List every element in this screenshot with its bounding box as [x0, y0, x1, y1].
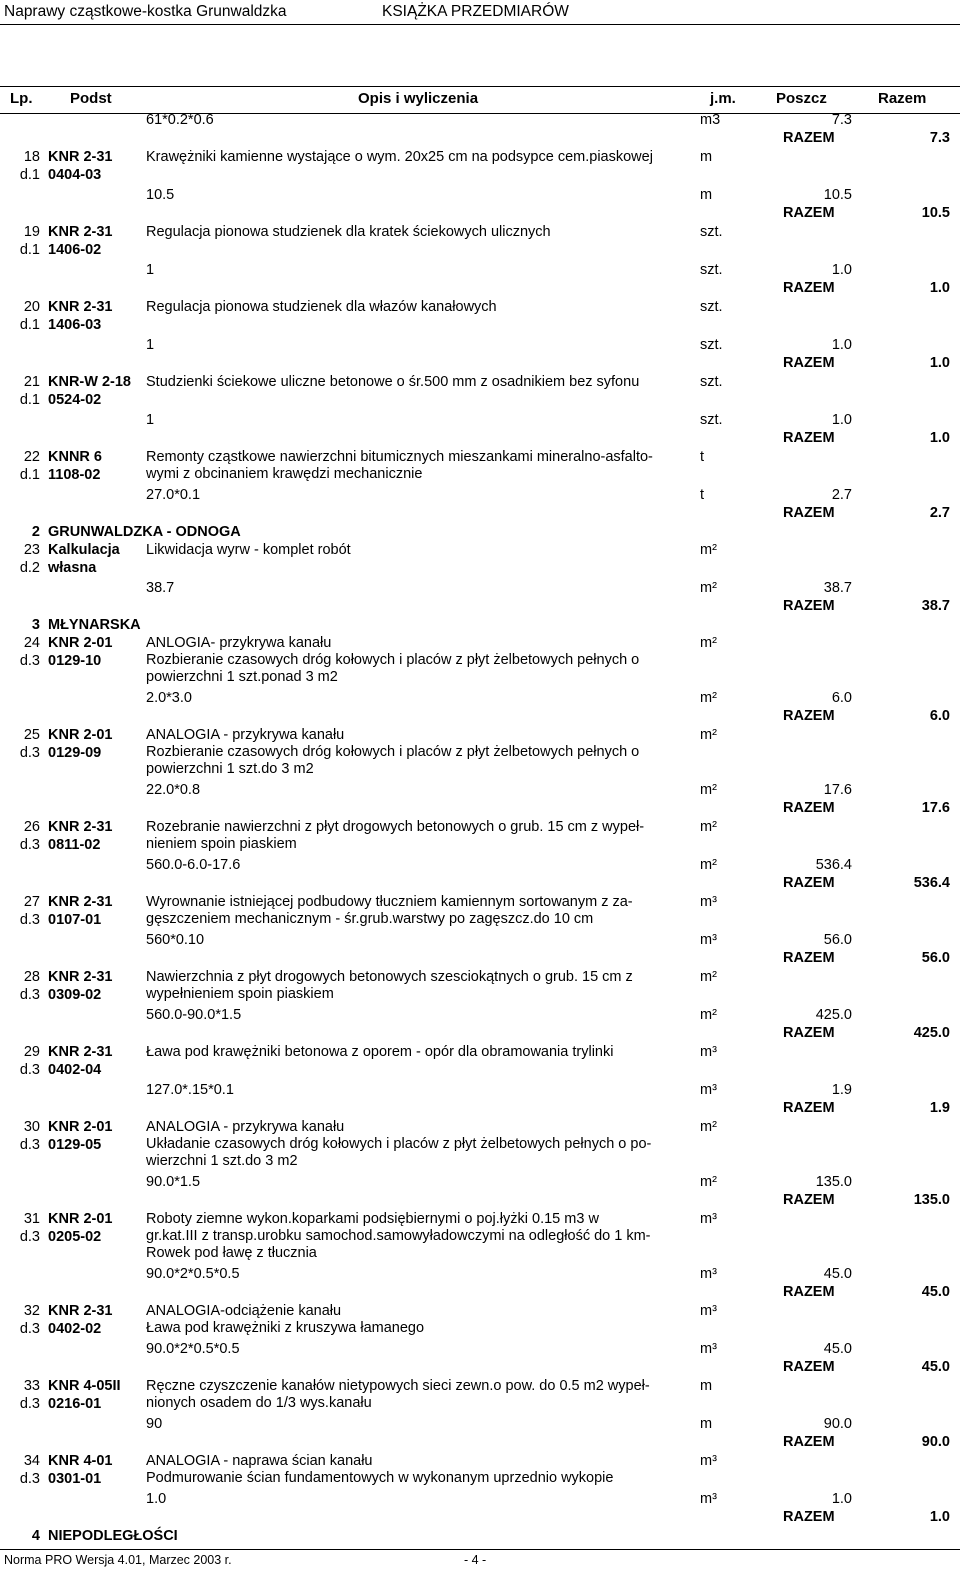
- razem-value: 1.9: [929, 1100, 950, 1116]
- poszcz-value: 1.0: [831, 337, 852, 353]
- razem-label: RAZEM: [783, 1025, 835, 1041]
- table-header: [0, 68, 960, 114]
- calc-unit: m³: [700, 1082, 717, 1098]
- norm-catalog: Kalkulacja: [48, 542, 120, 558]
- norm-position: 0129-10: [48, 653, 102, 669]
- razem-value: 1.0: [929, 430, 950, 446]
- poszcz-value: 90.0: [823, 1416, 852, 1432]
- item-division: d.3: [19, 653, 40, 669]
- poszcz-value: 135.0: [815, 1174, 852, 1190]
- item-number: 21: [23, 374, 40, 390]
- item-unit: m²: [700, 969, 717, 985]
- razem-label: RAZEM: [783, 708, 835, 724]
- item-unit: m²: [700, 542, 717, 558]
- razem-label: RAZEM: [783, 280, 835, 296]
- section-number: 3: [31, 617, 40, 633]
- col-poszcz: Poszcz: [776, 90, 827, 107]
- item-unit: m²: [700, 635, 717, 651]
- item-division: d.3: [19, 1321, 40, 1337]
- section-number: 2: [31, 524, 40, 540]
- item-division: d.3: [19, 1137, 40, 1153]
- section-title: GRUNWALDZKA - ODNOGA: [48, 524, 241, 540]
- item-description: Likwidacja wyrw - komplet robót: [146, 542, 351, 558]
- razem-label: RAZEM: [783, 1100, 835, 1116]
- norm-catalog: KNR 2-01: [48, 635, 113, 651]
- item-number: 20: [23, 299, 40, 315]
- col-jm: j.m.: [710, 90, 736, 107]
- item-description: Remonty cząstkowe nawierzchni bitumicznych mieszankami mineralno-asfalto-: [146, 449, 653, 465]
- poszcz-value: 536.4: [815, 857, 852, 873]
- norm-position: 1108-02: [48, 467, 101, 483]
- razem-value: 425.0: [913, 1025, 950, 1041]
- item-description: Ława pod krawężniki betonowa z oporem - opór dla obramowania trylinki: [146, 1044, 614, 1060]
- item-description: ANALOGIA - przykrywa kanału: [146, 727, 345, 743]
- item-description: gr.kat.III z transp.urobku samochod.samowyładowczymi na odległość do 1 km-: [146, 1228, 651, 1244]
- razem-value: 1.0: [929, 280, 950, 296]
- item-number: 27: [23, 894, 40, 910]
- item-description: Rozbieranie czasowych dróg kołowych i placów z płyt żelbetowych pełnych o: [146, 652, 640, 668]
- calc-unit: m³: [700, 1491, 717, 1507]
- item-number: 26: [23, 819, 40, 835]
- norm-position: 0107-01: [48, 912, 102, 928]
- calc-unit: szt.: [700, 262, 723, 278]
- razem-value: 135.0: [913, 1192, 950, 1208]
- norm-position: 0129-05: [48, 1137, 102, 1153]
- item-division: d.1: [19, 392, 40, 408]
- razem-label: RAZEM: [783, 1509, 835, 1525]
- razem-label: RAZEM: [783, 598, 835, 614]
- norm-position: 0404-03: [48, 167, 102, 183]
- norm-position: 0811-02: [48, 837, 101, 853]
- calc-formula: 1.0: [146, 1491, 167, 1507]
- item-unit: m³: [700, 1303, 717, 1319]
- razem-value: 90.0: [921, 1434, 950, 1450]
- calc-formula: 560.0-90.0*1.5: [146, 1007, 242, 1023]
- calc-formula: 27.0*0.1: [146, 487, 201, 503]
- calc-unit: szt.: [700, 337, 723, 353]
- item-division: d.1: [19, 242, 40, 258]
- calc-unit: m³: [700, 1341, 717, 1357]
- norm-catalog: KNR 2-31: [48, 969, 113, 985]
- calc-unit: m²: [700, 1007, 717, 1023]
- razem-label: RAZEM: [783, 1192, 835, 1208]
- norm-catalog: KNR 2-31: [48, 1303, 113, 1319]
- item-description: Rozebranie nawierzchni z płyt drogowych betonowych o grub. 15 cm z wypeł-: [146, 819, 645, 835]
- calc-unit: m³: [700, 1266, 717, 1282]
- norm-catalog: KNR 4-01: [48, 1453, 113, 1469]
- item-description: Ręczne czyszczenie kanałów nietypowych sieci zewn.o pow. do 0.5 m2 wypeł-: [146, 1378, 650, 1394]
- item-description: nionych osadem do 1/3 wys.kanału: [146, 1395, 372, 1411]
- poszcz-value: 1.9: [831, 1082, 852, 1098]
- item-description: powierzchni 1 szt.do 3 m2: [146, 761, 314, 777]
- razem-value: 45.0: [921, 1359, 950, 1375]
- item-description: powierzchni 1 szt.ponad 3 m2: [146, 669, 338, 685]
- poszcz-value: 10.5: [823, 187, 852, 203]
- razem-label: RAZEM: [783, 205, 835, 221]
- razem-value: 56.0: [921, 950, 950, 966]
- item-unit: m: [700, 1378, 713, 1394]
- item-division: d.3: [19, 1396, 40, 1412]
- norm-position: 0129-09: [48, 745, 102, 761]
- calc-formula: 61*0.2*0.6: [146, 112, 214, 128]
- item-division: d.1: [19, 167, 40, 183]
- item-unit: m²: [700, 819, 717, 835]
- calc-unit: m²: [700, 580, 717, 596]
- poszcz-value: 38.7: [823, 580, 852, 596]
- calc-formula: 90: [146, 1416, 163, 1432]
- norm-position: 0309-02: [48, 987, 102, 1003]
- poszcz-value: 45.0: [823, 1266, 852, 1282]
- norm-position: 0216-01: [48, 1396, 102, 1412]
- col-razem: Razem: [878, 90, 927, 107]
- calc-unit: m²: [700, 782, 717, 798]
- calc-formula: 1: [146, 337, 155, 353]
- calc-formula: 560.0-6.0-17.6: [146, 857, 241, 873]
- item-number: 24: [23, 635, 40, 651]
- item-description: Układanie czasowych dróg kołowych i placów z płyt żelbetowych pełnych o po-: [146, 1136, 652, 1152]
- page-number: - 4 -: [464, 1553, 487, 1567]
- item-division: d.3: [19, 1471, 40, 1487]
- norm-catalog: KNR 2-31: [48, 299, 113, 315]
- item-number: 23: [23, 542, 40, 558]
- item-unit: m: [700, 149, 713, 165]
- item-description: ANALOGIA - przykrywa kanału: [146, 1119, 345, 1135]
- calc-unit: m: [700, 187, 713, 203]
- item-description: Rowek pod ławę z tłucznia: [146, 1245, 317, 1261]
- poszcz-value: 17.6: [823, 782, 852, 798]
- razem-value: 7.3: [929, 130, 950, 146]
- item-description: ANALOGIA-odciążenie kanału: [146, 1303, 342, 1319]
- item-unit: m²: [700, 1119, 717, 1135]
- item-description: Regulacja pionowa studzienek dla włazów kanałowych: [146, 299, 497, 315]
- poszcz-value: 425.0: [815, 1007, 852, 1023]
- item-number: 19: [23, 224, 40, 240]
- razem-value: 17.6: [921, 800, 950, 816]
- norm-catalog: KNR 4-05II: [48, 1378, 121, 1394]
- calc-formula: 1: [146, 412, 155, 428]
- poszcz-value: 1.0: [831, 1491, 852, 1507]
- norm-position: własna: [48, 560, 97, 576]
- item-division: d.3: [19, 745, 40, 761]
- norm-position: 0205-02: [48, 1229, 102, 1245]
- poszcz-value: 45.0: [823, 1341, 852, 1357]
- item-number: 28: [23, 969, 40, 985]
- calc-formula: 560*0.10: [146, 932, 205, 948]
- item-description: Studzienki ściekowe uliczne betonowe o śr.500 mm z osadnikiem bez syfonu: [146, 374, 640, 390]
- footer-version: Norma PRO Wersja 4.01, Marzec 2003 r.: [4, 1553, 232, 1567]
- col-podst: Podst: [70, 90, 112, 107]
- item-description: Nawierzchnia z płyt drogowych betonowych szesciokątnych o grub. 15 cm z: [146, 969, 633, 985]
- norm-catalog: KNR 2-31: [48, 149, 113, 165]
- item-description: nieniem spoin piaskiem: [146, 836, 297, 852]
- norm-catalog: KNR 2-01: [48, 1211, 113, 1227]
- document-title: Naprawy cząstkowe-kostka Grunwaldzka: [4, 3, 287, 20]
- calc-formula: 10.5: [146, 187, 175, 203]
- calc-unit: m²: [700, 1174, 717, 1190]
- item-unit: szt.: [700, 374, 723, 390]
- poszcz-value: 6.0: [831, 690, 852, 706]
- poszcz-value: 56.0: [823, 932, 852, 948]
- poszcz-value: 1.0: [831, 262, 852, 278]
- item-unit: szt.: [700, 299, 723, 315]
- col-opis: Opis i wyliczenia: [358, 90, 479, 107]
- razem-value: 536.4: [913, 875, 950, 891]
- norm-catalog: KNR 2-01: [48, 727, 113, 743]
- item-division: d.3: [19, 1062, 40, 1078]
- norm-catalog: KNR 2-31: [48, 819, 113, 835]
- razem-label: RAZEM: [783, 1284, 835, 1300]
- item-number: 22: [23, 449, 40, 465]
- norm-catalog: KNR 2-31: [48, 1044, 113, 1060]
- razem-label: RAZEM: [783, 1359, 835, 1375]
- calc-formula: 38.7: [146, 580, 175, 596]
- calc-formula: 1: [146, 262, 155, 278]
- item-division: d.3: [19, 1229, 40, 1245]
- item-number: 33: [23, 1378, 40, 1394]
- item-description: wymi z obcinaniem krawędzi mechanicznie: [146, 466, 423, 482]
- item-unit: m³: [700, 1044, 717, 1060]
- norm-catalog: KNNR 6: [48, 449, 102, 465]
- razem-label: RAZEM: [783, 800, 835, 816]
- norm-position: 0301-01: [48, 1471, 102, 1487]
- item-number: 31: [23, 1211, 40, 1227]
- item-unit: m³: [700, 894, 717, 910]
- calc-unit: m³: [700, 932, 717, 948]
- item-unit: t: [700, 449, 705, 465]
- item-description: gęszczeniem mechanicznym - śr.grub.warstwy po zagęszcz.do 10 cm: [146, 911, 594, 927]
- razem-label: RAZEM: [783, 430, 835, 446]
- norm-position: 0524-02: [48, 392, 102, 408]
- item-description: Krawężniki kamienne wystające o wym. 20x25 cm na podsypce cem.piaskowej: [146, 149, 653, 165]
- razem-label: RAZEM: [783, 950, 835, 966]
- razem-value: 1.0: [929, 355, 950, 371]
- item-description: wypełnieniem spoin piaskiem: [146, 986, 334, 1002]
- razem-label: RAZEM: [783, 505, 835, 521]
- razem-value: 38.7: [921, 598, 950, 614]
- norm-catalog: KNR 2-31: [48, 894, 113, 910]
- calc-formula: 2.0*3.0: [146, 690, 192, 706]
- item-number: 30: [23, 1119, 40, 1135]
- calc-unit: t: [700, 487, 705, 503]
- norm-catalog: KNR 2-01: [48, 1119, 113, 1135]
- item-division: d.2: [19, 560, 40, 576]
- norm-position: 0402-04: [48, 1062, 102, 1078]
- item-number: 18: [23, 149, 40, 165]
- norm-catalog: KNR-W 2-18: [48, 374, 131, 390]
- calc-formula: 90.0*1.5: [146, 1174, 201, 1190]
- item-unit: szt.: [700, 224, 723, 240]
- item-number: 32: [23, 1303, 40, 1319]
- norm-catalog: KNR 2-31: [48, 224, 113, 240]
- calc-unit: szt.: [700, 412, 723, 428]
- page-header: [0, 0, 960, 25]
- razem-value: 45.0: [921, 1284, 950, 1300]
- norm-position: 1406-02: [48, 242, 102, 258]
- item-description: ANLOGIA- przykrywa kanału: [146, 635, 332, 651]
- item-number: 34: [23, 1453, 40, 1469]
- poszcz-value: 2.7: [831, 487, 852, 503]
- item-description: ANALOGIA - naprawa ścian kanału: [146, 1453, 373, 1469]
- item-number: 25: [23, 727, 40, 743]
- book-title: KSIĄŻKA PRZEDMIARÓW: [382, 3, 569, 20]
- item-division: d.1: [19, 467, 40, 483]
- item-description: Podmurowanie ścian fundamentowych w wykonanym uprzednio wykopie: [146, 1470, 614, 1486]
- section-number: 4: [31, 1528, 40, 1544]
- calc-unit: m²: [700, 690, 717, 706]
- calc-formula: 127.0*.15*0.1: [146, 1082, 234, 1098]
- section-title: MŁYNARSKA: [48, 617, 141, 633]
- item-division: d.3: [19, 987, 40, 1003]
- razem-value: 2.7: [929, 505, 950, 521]
- item-division: d.1: [19, 317, 40, 333]
- poszcz-value: 1.0: [831, 412, 852, 428]
- item-description: Roboty ziemne wykon.koparkami podsiębiernymi o poj.łyżki 0.15 m3 w: [146, 1211, 599, 1227]
- item-description: Regulacja pionowa studzienek dla kratek ściekowych ulicznych: [146, 224, 551, 240]
- footer-divider: [0, 1549, 960, 1550]
- norm-position: 1406-03: [48, 317, 102, 333]
- calc-formula: 90.0*2*0.5*0.5: [146, 1341, 240, 1357]
- poszcz-value: 7.3: [831, 112, 852, 128]
- item-division: d.3: [19, 912, 40, 928]
- item-division: d.3: [19, 837, 40, 853]
- calc-unit: m3: [700, 112, 721, 128]
- calc-formula: 22.0*0.8: [146, 782, 201, 798]
- norm-position: 0402-02: [48, 1321, 102, 1337]
- item-unit: m³: [700, 1453, 717, 1469]
- razem-label: RAZEM: [783, 355, 835, 371]
- razem-value: 6.0: [929, 708, 950, 724]
- item-description: Wyrownanie istniejącej podbudowy tłuczniem kamiennym sortowanym z za-: [146, 894, 633, 910]
- razem-label: RAZEM: [783, 1434, 835, 1450]
- calc-unit: m²: [700, 857, 717, 873]
- item-description: wierzchni 1 szt.do 3 m2: [146, 1153, 298, 1169]
- item-description: Rozbieranie czasowych dróg kołowych i placów z płyt żelbetowych pełnych o: [146, 744, 640, 760]
- item-unit: m²: [700, 727, 717, 743]
- calc-unit: m: [700, 1416, 713, 1432]
- razem-value: 1.0: [929, 1509, 950, 1525]
- calc-formula: 90.0*2*0.5*0.5: [146, 1266, 240, 1282]
- razem-label: RAZEM: [783, 130, 835, 146]
- item-description: Ława pod krawężniki z kruszywa łamanego: [146, 1320, 425, 1336]
- item-unit: m³: [700, 1211, 717, 1227]
- col-lp: Lp.: [10, 90, 33, 107]
- razem-label: RAZEM: [783, 875, 835, 891]
- section-title: NIEPODLEGŁOŚCI: [48, 1528, 178, 1544]
- item-number: 29: [23, 1044, 40, 1060]
- razem-value: 10.5: [921, 205, 950, 221]
